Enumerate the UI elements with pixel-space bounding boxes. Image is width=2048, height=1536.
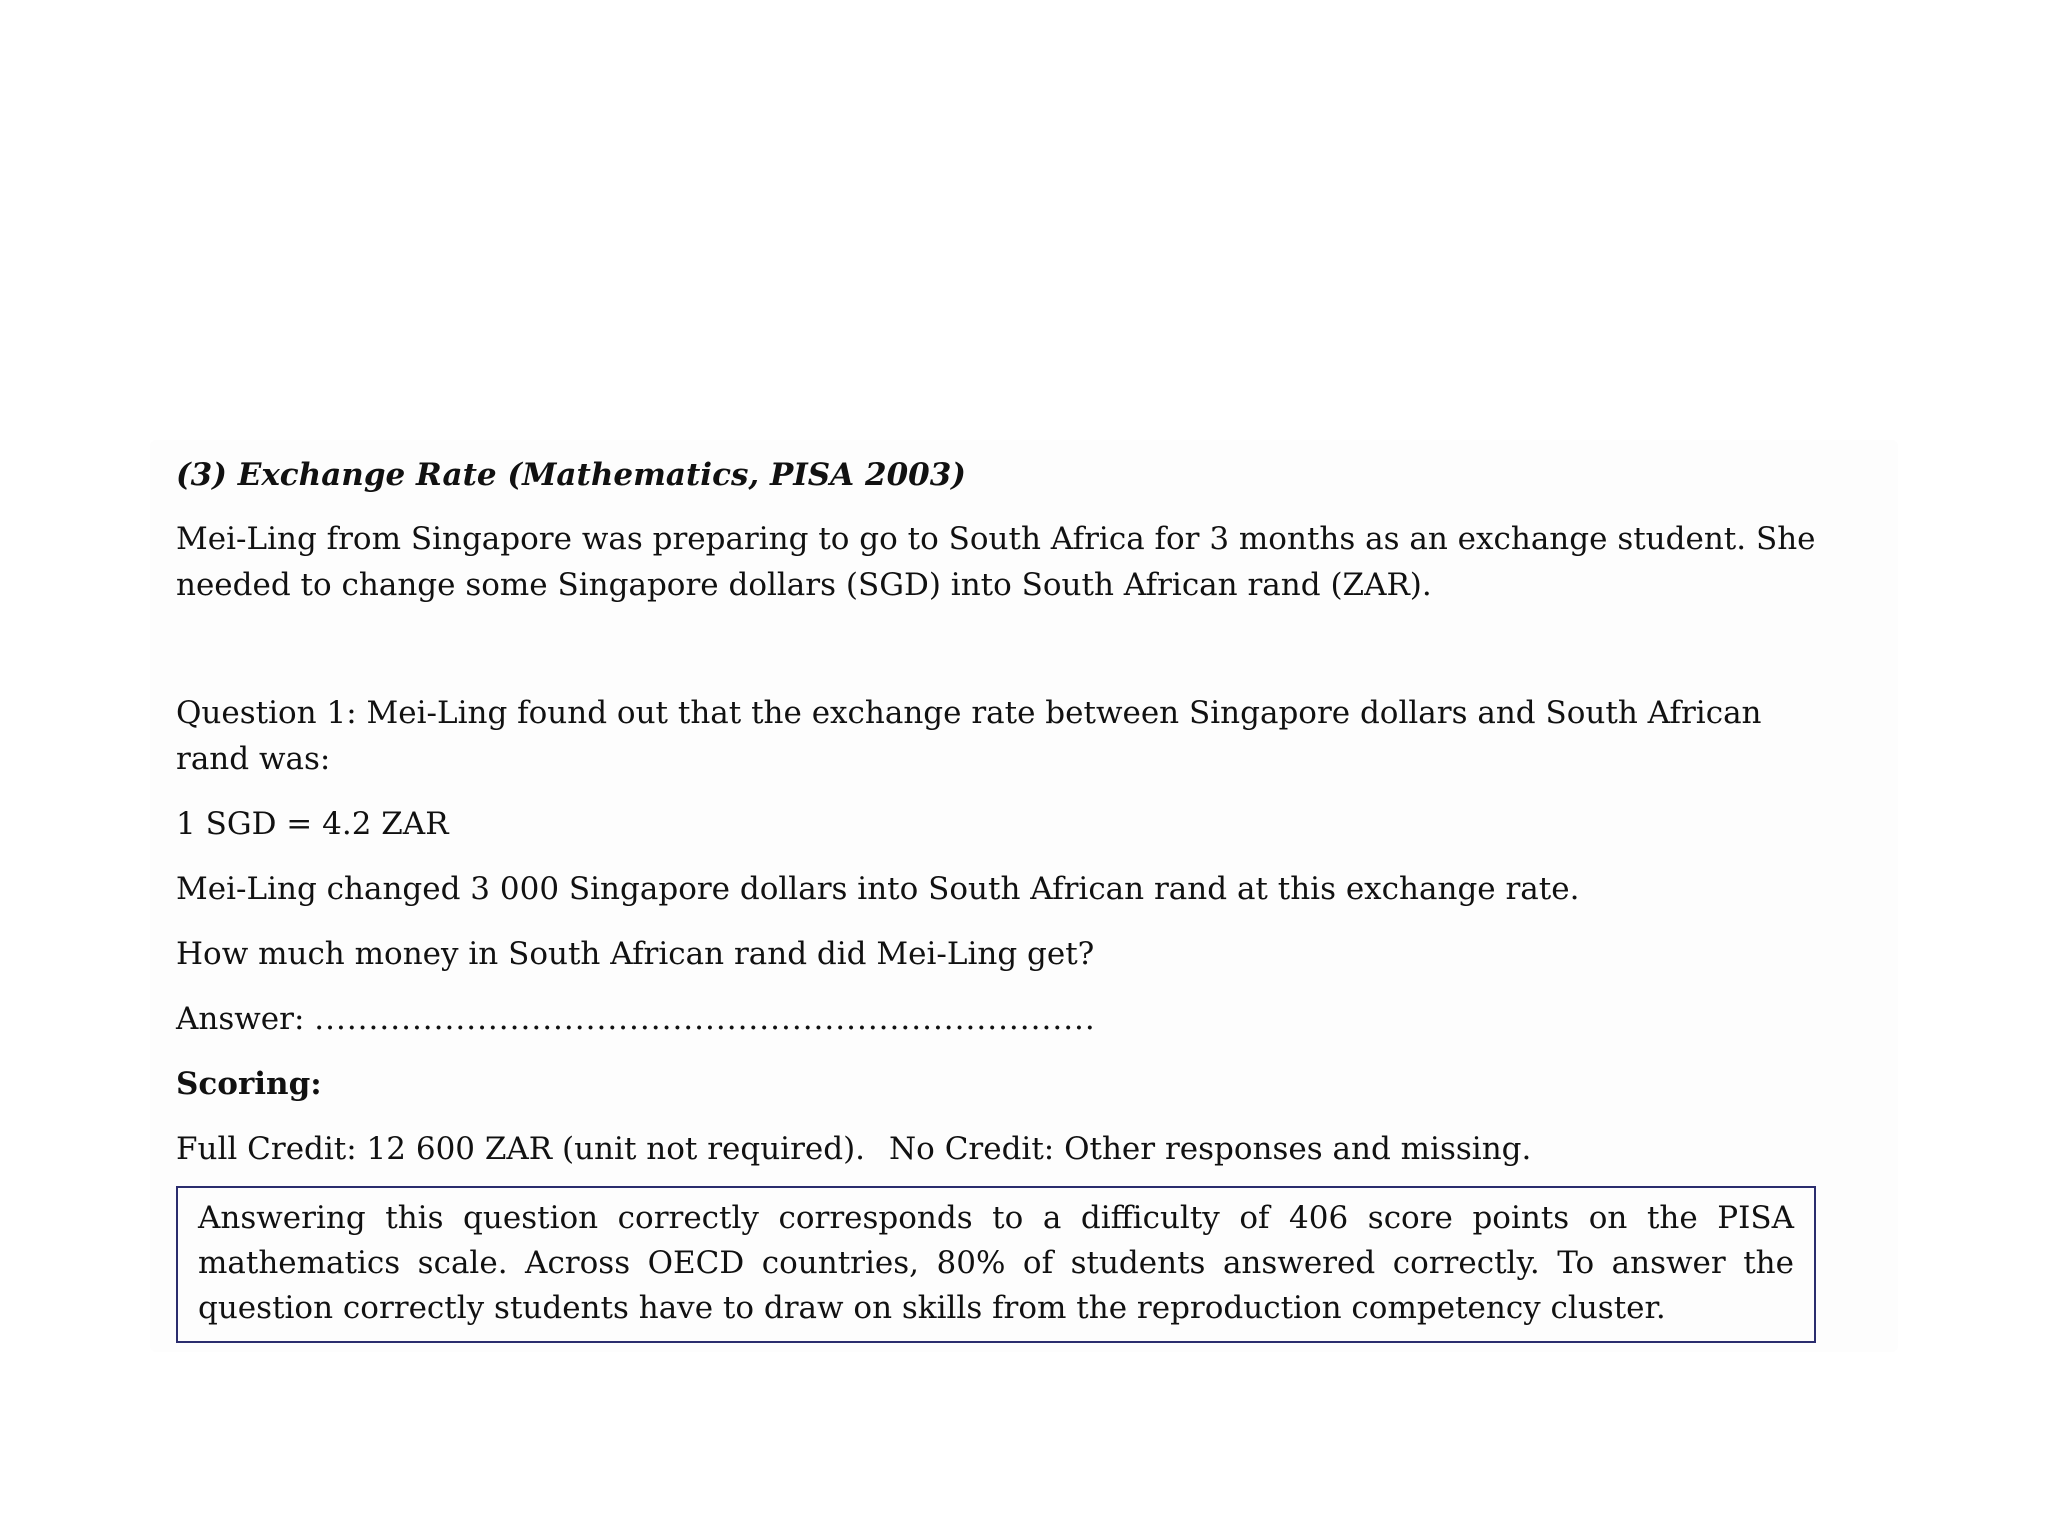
document-content <box>176 452 1816 1343</box>
no-credit: No Credit: Other responses and missing. <box>889 1131 1532 1167</box>
full-credit: Full Credit: 12 600 ZAR (unit not required). <box>176 1131 866 1167</box>
section-title: (3) Exchange Rate (Mathematics, PISA 2003) <box>176 457 966 493</box>
info-box-text: Answering this question correctly corresponds to a difficulty of 406 score points on the PISA mathematics scale. Across OECD countries, 80% of students answered correctly. To answer the question correctly students have to draw on skills from the reproduction competency cluster. <box>198 1200 1794 1326</box>
intro-paragraph: Mei-Ling from Singapore was preparing to go to South Africa for 3 months as an exchange student. She needed to change some Singapore dollars (SGD) into South African rand (ZAR). <box>176 521 1816 603</box>
answer-blank: ........................................................................ <box>314 1001 1096 1037</box>
question-statement: Mei-Ling changed 3 000 Singapore dollars into South African rand at this exchange rate. <box>176 871 1580 907</box>
question-ask: How much money in South African rand did Mei-Ling get? <box>176 936 1095 972</box>
credit-line <box>176 1126 1816 1172</box>
difficulty-info-box <box>176 1186 1816 1343</box>
answer-line <box>176 996 1816 1042</box>
exchange-rate: 1 SGD = 4.2 ZAR <box>176 806 449 842</box>
question-prompt: Question 1: Mei-Ling found out that the exchange rate between Singapore dollars and South African rand was: <box>176 695 1762 777</box>
scoring-heading: Scoring: <box>176 1066 322 1102</box>
answer-label: Answer: <box>176 1001 305 1037</box>
